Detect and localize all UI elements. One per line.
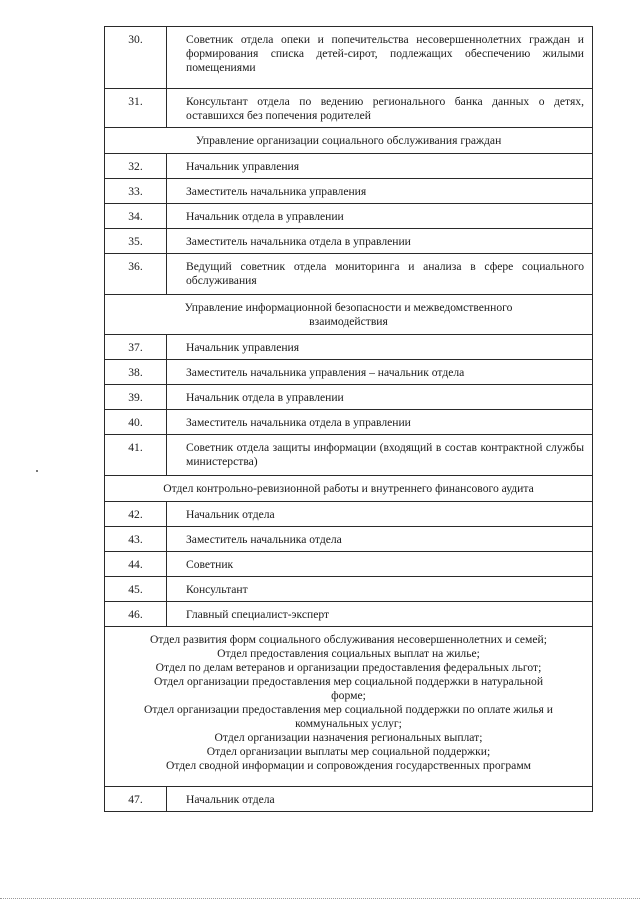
section-header-line: Отдел организации предоставления мер социальной поддержки в натуральной	[153, 675, 544, 688]
position-title: Начальник отдела в управлении	[167, 204, 593, 229]
position-title: Главный специалист-эксперт	[167, 602, 593, 627]
row-number: 30.	[105, 27, 167, 89]
section-header	[105, 295, 593, 335]
position-title: Заместитель начальника отдела	[167, 527, 593, 552]
section-header-line: Отдел организации предоставления мер социальной поддержки по оплате жилья и	[143, 703, 553, 716]
row-number: 39.	[105, 385, 167, 410]
row-number: 36.	[105, 254, 167, 295]
table-row	[105, 254, 593, 295]
row-number: 32.	[105, 154, 167, 179]
table-row	[105, 89, 593, 128]
page-bottom-edge	[0, 898, 640, 899]
section-header	[105, 627, 593, 787]
section-header-line: Отдел контрольно-ревизионной работы и внутреннего финансового аудита	[163, 482, 534, 495]
section-header-line: Отдел организации выплаты мер социальной поддержки;	[206, 745, 491, 758]
table-row	[105, 435, 593, 476]
row-number: 43.	[105, 527, 167, 552]
section-header-row	[105, 128, 593, 154]
section-header-line: взаимодействия	[309, 315, 388, 328]
row-number: 45.	[105, 577, 167, 602]
position-title: Начальник отдела в управлении	[167, 385, 593, 410]
section-header-line: Отдел организации назначения региональных выплат;	[214, 731, 483, 744]
section-header-row	[105, 476, 593, 502]
section-header-row	[105, 295, 593, 335]
position-title: Ведущий советник отдела мониторинга и анализа в сфере социального обслуживания	[167, 254, 593, 295]
section-header-line: Отдел по делам ветеранов и организации предоставления федеральных льгот;	[155, 661, 542, 674]
row-number: 44.	[105, 552, 167, 577]
position-title: Советник отдела опеки и попечительства несовершеннолетних граждан и формирования списка детей-сирот, подлежащих обеспечению жилыми помещениями	[167, 27, 593, 89]
row-number: 46.	[105, 602, 167, 627]
document-page	[104, 26, 593, 812]
row-number: 35.	[105, 229, 167, 254]
section-header-row	[105, 627, 593, 787]
position-title: Консультант отдела по ведению регионального банка данных о детях, оставшихся без попечения родителей	[167, 89, 593, 128]
section-header	[105, 128, 593, 154]
table-row	[105, 179, 593, 204]
position-title: Заместитель начальника отдела в управлении	[167, 229, 593, 254]
table-row	[105, 410, 593, 435]
row-number: 34.	[105, 204, 167, 229]
position-title: Советник	[167, 552, 593, 577]
section-header-line: Отдел предоставления социальных выплат на жилье;	[217, 647, 480, 660]
row-number: 40.	[105, 410, 167, 435]
position-title: Начальник управления	[167, 335, 593, 360]
table-row	[105, 385, 593, 410]
row-number: 37.	[105, 335, 167, 360]
row-number: 47.	[105, 787, 167, 812]
table-row	[105, 787, 593, 812]
row-number: 31.	[105, 89, 167, 128]
position-title: Советник отдела защиты информации (входящий в состав контрактной службы министерства)	[167, 435, 593, 476]
table-row	[105, 577, 593, 602]
table-row	[105, 27, 593, 89]
section-header-line: Управление организации социального обслуживания граждан	[195, 134, 502, 147]
table-row	[105, 502, 593, 527]
table-row	[105, 204, 593, 229]
position-title: Начальник отдела	[167, 787, 593, 812]
position-title: Консультант	[167, 577, 593, 602]
position-title: Начальник отдела	[167, 502, 593, 527]
row-number: 42.	[105, 502, 167, 527]
position-title: Начальник управления	[167, 154, 593, 179]
row-number: 33.	[105, 179, 167, 204]
positions-table	[104, 26, 593, 812]
section-header-line: форме;	[331, 689, 366, 702]
table-row	[105, 527, 593, 552]
position-title: Заместитель начальника управления	[167, 179, 593, 204]
table-row	[105, 229, 593, 254]
position-title: Заместитель начальника отдела в управлении	[167, 410, 593, 435]
table-row	[105, 335, 593, 360]
position-title: Заместитель начальника управления – начальник отдела	[167, 360, 593, 385]
section-header-line: Отдел развития форм социального обслуживания несовершеннолетних и семей;	[150, 633, 547, 646]
section-header-line: коммунальных услуг;	[295, 717, 402, 730]
table-row	[105, 360, 593, 385]
table-row	[105, 552, 593, 577]
section-header-line: Управление информационной безопасности и межведомственного	[184, 301, 513, 314]
row-number: 38.	[105, 360, 167, 385]
section-header	[105, 476, 593, 502]
section-header-line: Отдел сводной информации и сопровождения государственных программ	[166, 759, 531, 772]
row-number: 41.	[105, 435, 167, 476]
scan-speck	[36, 470, 38, 472]
table-row	[105, 602, 593, 627]
table-row	[105, 154, 593, 179]
